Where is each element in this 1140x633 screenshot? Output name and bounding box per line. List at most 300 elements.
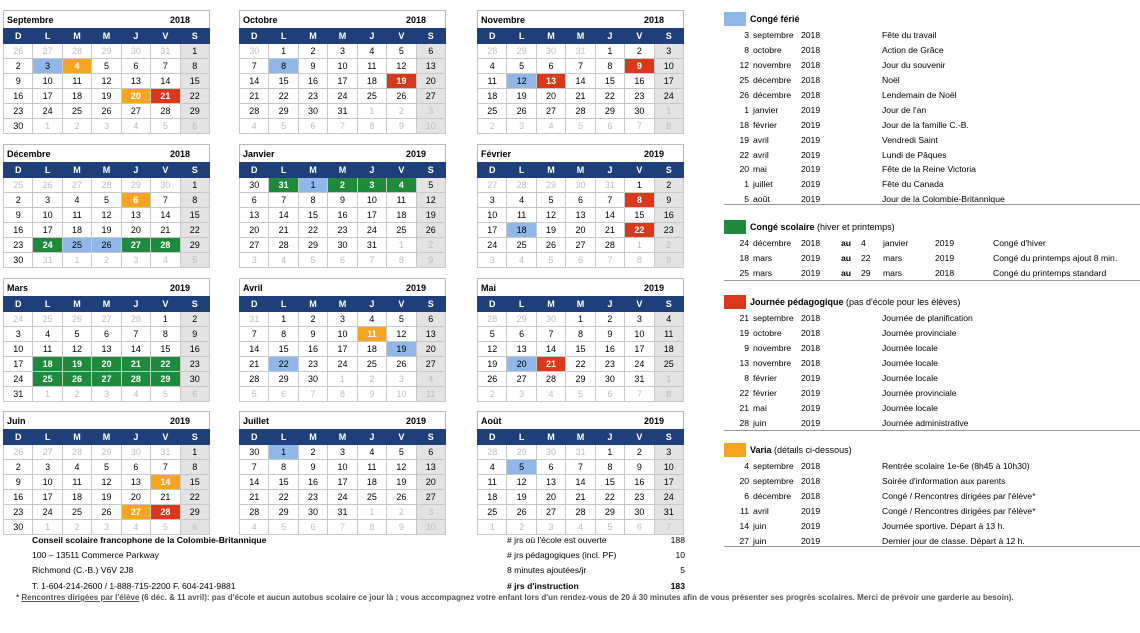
day-cell: 20 xyxy=(121,490,150,505)
day-cell: 23 xyxy=(4,238,33,253)
weekday-header: M xyxy=(328,430,357,445)
day-cell: 8 xyxy=(625,193,654,208)
day-cell: 5 xyxy=(387,445,416,460)
legend-row xyxy=(724,371,973,386)
day-cell: 4 xyxy=(151,253,180,268)
legend-au: au xyxy=(841,253,852,264)
day-cell: 1 xyxy=(357,505,386,520)
day-cell: 28 xyxy=(536,372,565,387)
day-cell: 3 xyxy=(387,372,416,387)
scolaire-subtitle: (hiver et printemps) xyxy=(817,222,895,232)
day-cell: 6 xyxy=(121,59,150,74)
day-cell: 10 xyxy=(625,327,654,342)
day-cell: 25 xyxy=(478,505,507,520)
month-header xyxy=(239,10,446,28)
day-cell: 5 xyxy=(151,387,180,402)
day-cell: 14 xyxy=(536,342,565,357)
day-cell: 3 xyxy=(507,387,536,402)
day-cell: 28 xyxy=(240,372,269,387)
legend-description: Soirée d'information aux parents xyxy=(882,476,1006,487)
day-cell: 21 xyxy=(536,357,565,372)
legend-description: Rentrée scolaire 1e-6e (8h45 à 10h30) xyxy=(882,461,1030,472)
month-name: Janvier xyxy=(243,148,275,159)
day-cell: 6 xyxy=(536,59,565,74)
day-cell: 10 xyxy=(328,59,357,74)
day-cell: 5 xyxy=(151,119,180,134)
legend-year: 2019 xyxy=(801,253,821,264)
legend-day: 5 xyxy=(744,194,749,205)
legend-description: Journée provinciale xyxy=(882,328,957,339)
legend-day: 28 xyxy=(739,417,749,428)
day-cell: 9 xyxy=(4,74,33,89)
legend-row xyxy=(724,58,1005,73)
day-cell: 3 xyxy=(33,193,62,208)
day-cell: 15 xyxy=(595,74,624,89)
weekday-header: J xyxy=(595,297,624,312)
day-cell: 1 xyxy=(298,178,327,193)
day-cell: 19 xyxy=(387,74,416,89)
day-cell: 9 xyxy=(298,460,327,475)
day-cell: 15 xyxy=(595,475,624,490)
legend-year-end: 2019 xyxy=(935,253,955,264)
day-cell: 18 xyxy=(62,490,91,505)
day-cell: 8 xyxy=(595,460,624,475)
month-header xyxy=(477,144,684,162)
day-cell: 11 xyxy=(387,193,416,208)
day-cell: 1 xyxy=(269,445,298,460)
day-cell: 8 xyxy=(357,520,386,535)
day-cell: 16 xyxy=(298,74,327,89)
day-cell: 11 xyxy=(62,208,91,223)
legend-month: juin xyxy=(753,417,767,428)
month-3 xyxy=(477,10,684,134)
day-cell: 3 xyxy=(121,253,150,268)
day-cell: 27 xyxy=(416,357,445,372)
day-cell: 2 xyxy=(357,372,386,387)
month-table xyxy=(239,28,446,134)
weekday-header: S xyxy=(654,163,683,178)
legend-month: mars xyxy=(753,268,773,279)
ferie-swatch xyxy=(724,12,746,26)
pedagogique-title: Journée pédagogique xyxy=(750,297,844,307)
day-cell: 9 xyxy=(595,327,624,342)
day-cell: 30 xyxy=(536,312,565,327)
day-cell: 12 xyxy=(92,74,121,89)
day-cell: 31 xyxy=(269,178,298,193)
legend-month: février xyxy=(753,387,777,398)
day-cell: 12 xyxy=(507,475,536,490)
legend-month: février xyxy=(753,373,777,383)
day-cell: 26 xyxy=(536,238,565,253)
stat-label: # jrs pédagogiques (incl. PF) xyxy=(507,550,617,561)
legend-day: 1 xyxy=(744,104,749,115)
day-cell: 24 xyxy=(328,357,357,372)
day-cell: 6 xyxy=(180,387,209,402)
legend-year: 2019 xyxy=(801,179,821,190)
month-year: 2019 xyxy=(169,282,190,293)
day-cell: 28 xyxy=(151,238,180,253)
legend-description: Journée provinciale xyxy=(882,387,957,398)
legend-day: 27 xyxy=(739,535,749,546)
day-cell: 8 xyxy=(298,193,327,208)
day-cell: 2 xyxy=(387,104,416,119)
day-cell: 16 xyxy=(595,342,624,357)
day-cell: 22 xyxy=(298,223,327,238)
day-cell: 26 xyxy=(387,357,416,372)
day-cell: 22 xyxy=(180,223,209,238)
month-name: Février xyxy=(481,148,512,159)
day-cell: 5 xyxy=(536,193,565,208)
weekday-header: M xyxy=(92,163,121,178)
weekday-header: L xyxy=(33,430,62,445)
legend-month: septembre xyxy=(753,313,794,324)
day-cell: 16 xyxy=(625,74,654,89)
day-cell: 5 xyxy=(507,59,536,74)
day-cell: 22 xyxy=(269,357,298,372)
day-cell: 30 xyxy=(595,372,624,387)
month-name: Novembre xyxy=(481,14,526,25)
weekday-header: D xyxy=(478,163,507,178)
day-cell: 3 xyxy=(92,119,121,134)
day-cell: 23 xyxy=(625,490,654,505)
day-cell: 27 xyxy=(121,238,150,253)
weekday-header: M xyxy=(328,29,357,44)
day-cell: 6 xyxy=(180,520,209,535)
weekday-header: V xyxy=(625,430,654,445)
day-cell: 29 xyxy=(180,104,209,119)
legend-day-end: 22 xyxy=(861,253,871,264)
day-cell: 11 xyxy=(62,475,91,490)
weekday-header: J xyxy=(357,430,386,445)
legend-month: juillet xyxy=(753,179,773,190)
day-cell: 31 xyxy=(4,387,33,402)
stat-label: # jrs d'instruction xyxy=(507,580,579,591)
day-cell: 9 xyxy=(4,208,33,223)
weekday-header: M xyxy=(298,163,327,178)
day-cell: 31 xyxy=(328,505,357,520)
legend-year: 2019 xyxy=(801,387,821,398)
day-cell: 4 xyxy=(121,387,150,402)
legend-day: 14 xyxy=(739,521,749,531)
month-year: 2019 xyxy=(405,282,426,293)
legend-varia xyxy=(724,441,1140,548)
day-cell: 10 xyxy=(654,460,683,475)
day-cell: 25 xyxy=(62,505,91,520)
day-cell: 16 xyxy=(180,342,209,357)
day-cell: 4 xyxy=(357,44,386,59)
day-cell: 4 xyxy=(536,387,565,402)
day-cell: 5 xyxy=(566,387,595,402)
day-cell: 3 xyxy=(625,312,654,327)
stat-value: 183 xyxy=(670,580,685,591)
month-header xyxy=(239,144,446,162)
day-cell: 3 xyxy=(654,445,683,460)
day-cell: 9 xyxy=(328,193,357,208)
day-cell: 18 xyxy=(654,342,683,357)
day-cell: 6 xyxy=(625,520,654,535)
day-cell: 4 xyxy=(478,460,507,475)
day-cell: 1 xyxy=(33,520,62,535)
legend-month: novembre xyxy=(753,358,792,369)
day-cell: 12 xyxy=(62,342,91,357)
day-cell: 27 xyxy=(536,505,565,520)
legend-year: 2018 xyxy=(801,45,821,56)
day-cell: 11 xyxy=(62,74,91,89)
month-year: 2018 xyxy=(169,148,190,159)
day-cell: 5 xyxy=(566,119,595,134)
contact-phone: T. 1-604-214-2600 / 1-888-715-2200 F. 604-241-9881 xyxy=(32,580,236,591)
day-cell: 9 xyxy=(654,253,683,268)
day-cell: 27 xyxy=(62,178,91,193)
day-cell: 30 xyxy=(240,178,269,193)
weekday-header: M xyxy=(62,297,91,312)
legend-row xyxy=(724,326,973,341)
day-cell: 31 xyxy=(566,44,595,59)
legend-description: Congé du printemps standard xyxy=(993,268,1107,279)
day-cell: 17 xyxy=(654,475,683,490)
legend-day: 24 xyxy=(739,238,749,249)
legend-day: 19 xyxy=(739,328,749,339)
day-cell: 8 xyxy=(269,59,298,74)
day-cell: 26 xyxy=(4,44,33,59)
day-cell: 6 xyxy=(121,193,150,208)
day-cell: 7 xyxy=(566,460,595,475)
day-cell: 22 xyxy=(180,490,209,505)
day-cell: 28 xyxy=(566,505,595,520)
weekday-header: D xyxy=(478,430,507,445)
day-cell: 29 xyxy=(180,238,209,253)
day-cell: 28 xyxy=(507,178,536,193)
legend-description: Dernier jour de classe. Départ à 12 h. xyxy=(882,535,1025,546)
day-cell: 27 xyxy=(33,445,62,460)
day-cell: 24 xyxy=(478,238,507,253)
legend-month: septembre xyxy=(753,461,794,472)
day-cell: 30 xyxy=(566,178,595,193)
legend-journee-pedagogique xyxy=(724,293,1140,430)
day-cell: 3 xyxy=(536,520,565,535)
legend-year: 2018 xyxy=(801,90,821,100)
day-cell: 10 xyxy=(328,460,357,475)
legend-row xyxy=(724,102,1005,117)
day-cell: 26 xyxy=(507,104,536,119)
legend-description: Journée locale xyxy=(882,343,938,354)
weekday-header: M xyxy=(92,29,121,44)
day-cell: 23 xyxy=(328,223,357,238)
legend-conge-scolaire xyxy=(724,218,1140,281)
day-cell: 10 xyxy=(478,208,507,223)
day-cell: 12 xyxy=(387,327,416,342)
day-cell: 27 xyxy=(121,104,150,119)
day-cell: 1 xyxy=(387,238,416,253)
legend-day: 18 xyxy=(739,119,749,130)
weekday-header: M xyxy=(62,430,91,445)
legend-day: 12 xyxy=(739,60,749,71)
legend-row xyxy=(724,489,1036,504)
day-cell: 10 xyxy=(357,193,386,208)
day-cell: 2 xyxy=(4,59,33,74)
day-cell: 2 xyxy=(387,505,416,520)
day-cell: 30 xyxy=(536,44,565,59)
day-cell: 11 xyxy=(478,74,507,89)
day-cell: 2 xyxy=(298,44,327,59)
day-cell: 27 xyxy=(416,490,445,505)
day-cell: 14 xyxy=(595,208,624,223)
month-header xyxy=(3,10,210,28)
day-cell: 8 xyxy=(269,460,298,475)
day-cell: 2 xyxy=(478,387,507,402)
day-cell: 23 xyxy=(4,104,33,119)
day-cell: 1 xyxy=(478,520,507,535)
day-cell: 17 xyxy=(328,342,357,357)
month-year: 2019 xyxy=(405,415,426,426)
day-cell: 3 xyxy=(92,520,121,535)
day-cell: 7 xyxy=(240,59,269,74)
day-cell: 6 xyxy=(298,119,327,134)
month-table xyxy=(477,296,684,402)
day-cell: 5 xyxy=(507,460,536,475)
weekday-header: V xyxy=(151,29,180,44)
day-cell: 31 xyxy=(357,238,386,253)
varia-table xyxy=(724,459,1036,548)
legend-year: 2018 xyxy=(801,476,821,487)
day-cell: 7 xyxy=(566,59,595,74)
day-cell: 25 xyxy=(62,238,91,253)
month-6 xyxy=(477,144,684,268)
day-cell: 5 xyxy=(298,253,327,268)
weekday-header: J xyxy=(595,430,624,445)
legend-month: août xyxy=(753,194,770,205)
day-cell: 23 xyxy=(180,357,209,372)
weekday-header: J xyxy=(121,430,150,445)
day-cell: 8 xyxy=(151,327,180,342)
day-cell: 1 xyxy=(180,445,209,460)
month-year: 2018 xyxy=(169,14,190,25)
stat-row xyxy=(507,533,685,548)
day-cell: 17 xyxy=(478,223,507,238)
day-cell: 24 xyxy=(357,223,386,238)
month-name: Octobre xyxy=(243,14,278,25)
day-cell: 3 xyxy=(416,104,445,119)
day-cell: 21 xyxy=(151,223,180,238)
day-cell: 29 xyxy=(595,104,624,119)
legend-row xyxy=(724,533,1036,548)
month-table xyxy=(3,296,210,402)
day-cell: 5 xyxy=(92,59,121,74)
day-cell: 27 xyxy=(33,44,62,59)
legend-day: 20 xyxy=(739,164,749,175)
day-cell: 3 xyxy=(478,193,507,208)
legend-year: 2018 xyxy=(801,491,821,502)
month-5 xyxy=(239,144,446,268)
day-cell: 30 xyxy=(328,238,357,253)
day-cell: 8 xyxy=(328,387,357,402)
day-cell: 15 xyxy=(269,475,298,490)
legend-row xyxy=(724,73,1005,88)
day-cell: 1 xyxy=(357,104,386,119)
legend-year: 2018 xyxy=(801,75,821,86)
weekday-header: D xyxy=(4,163,33,178)
day-cell: 2 xyxy=(4,193,33,208)
day-cell: 5 xyxy=(92,193,121,208)
weekday-header: V xyxy=(151,430,180,445)
month-year: 2019 xyxy=(643,148,664,159)
legend-day: 6 xyxy=(744,491,749,502)
day-cell: 17 xyxy=(328,74,357,89)
day-cell: 30 xyxy=(298,104,327,119)
month-year: 2019 xyxy=(169,415,190,426)
day-cell: 30 xyxy=(121,44,150,59)
legend-description: Fête du Canada xyxy=(882,179,944,190)
day-cell: 6 xyxy=(269,387,298,402)
day-cell: 21 xyxy=(240,357,269,372)
day-cell: 6 xyxy=(536,460,565,475)
legend-day: 21 xyxy=(739,402,749,413)
legend-month: octobre xyxy=(753,328,782,339)
day-cell: 3 xyxy=(357,178,386,193)
stat-value: 188 xyxy=(670,535,685,545)
stat-value: 5 xyxy=(680,565,685,576)
day-cell: 25 xyxy=(478,104,507,119)
day-cell: 19 xyxy=(507,490,536,505)
legend-month: décembre xyxy=(753,90,792,100)
day-cell: 3 xyxy=(328,445,357,460)
legend-month: septembre xyxy=(753,30,794,41)
stat-label: 8 minutes ajoutées/jr xyxy=(507,565,587,576)
day-cell: 12 xyxy=(387,59,416,74)
day-cell: 8 xyxy=(387,253,416,268)
day-cell: 2 xyxy=(625,445,654,460)
legend-conge-ferie xyxy=(724,10,1140,207)
weekday-header: L xyxy=(507,297,536,312)
day-cell: 5 xyxy=(180,253,209,268)
day-cell: 5 xyxy=(387,312,416,327)
legend-description: Journée de planification xyxy=(882,313,973,324)
month-table xyxy=(477,429,684,535)
day-cell: 26 xyxy=(4,445,33,460)
weekday-header: S xyxy=(654,29,683,44)
day-cell: 24 xyxy=(33,104,62,119)
day-cell: 17 xyxy=(654,74,683,89)
day-cell: 20 xyxy=(566,223,595,238)
weekday-header: J xyxy=(595,163,624,178)
weekday-header: J xyxy=(121,297,150,312)
legend-month: février xyxy=(753,119,777,130)
day-cell: 23 xyxy=(298,89,327,104)
day-cell: 6 xyxy=(416,445,445,460)
day-cell: 24 xyxy=(33,505,62,520)
stats-block xyxy=(507,533,685,594)
day-cell: 26 xyxy=(92,505,121,520)
day-cell: 31 xyxy=(566,445,595,460)
day-cell: 25 xyxy=(62,104,91,119)
weekday-header: J xyxy=(357,163,386,178)
day-cell: 2 xyxy=(654,238,683,253)
day-cell: 21 xyxy=(240,89,269,104)
month-name: Mai xyxy=(481,282,497,293)
legend-day: 8 xyxy=(744,45,749,56)
day-cell: 17 xyxy=(33,490,62,505)
weekday-header: M xyxy=(536,29,565,44)
day-cell: 3 xyxy=(33,460,62,475)
day-cell: 31 xyxy=(151,445,180,460)
day-cell: 29 xyxy=(269,372,298,387)
weekday-header: M xyxy=(298,29,327,44)
month-table xyxy=(239,429,446,535)
month-name: Mars xyxy=(7,282,29,293)
day-cell: 15 xyxy=(625,208,654,223)
legend-year: 2018 xyxy=(801,461,821,472)
varia-swatch xyxy=(724,443,746,457)
